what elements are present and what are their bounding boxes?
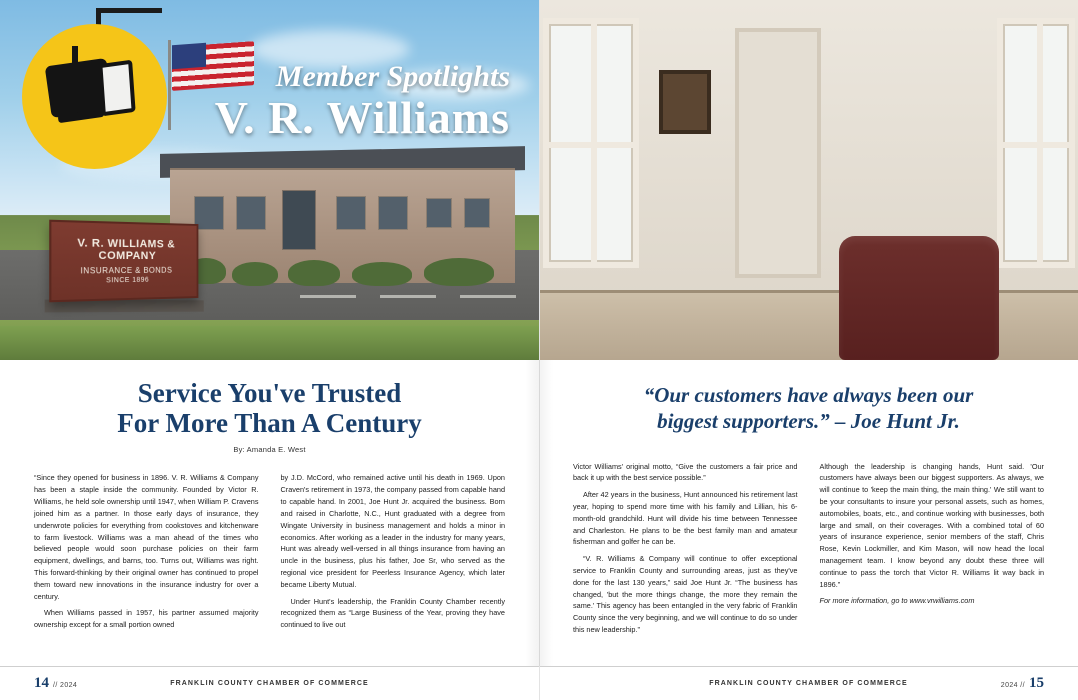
framed-picture [659,70,711,134]
building-photo [0,0,539,360]
pull-quote-line-2: biggest supporters.” – Joe Hunt Jr. [657,409,960,434]
left-article [0,360,539,700]
company-monument-sign [49,220,198,303]
leather-chair [839,236,999,360]
page-title [34,378,505,438]
window-mullion [549,142,633,148]
building-window [378,196,408,230]
shrub [352,262,412,286]
page-gutter-shadow [525,360,553,666]
building-window [194,196,224,230]
page-number: 15 [1029,675,1044,691]
paragraph: “V. R. Williams & Company will continue to offer exceptional service to Franklin County and surrounding areas, just as they've done for the last 130 years,” said Joe Hunt Jr. “The business has changed, 'but the more things change, the more they remain the same.' This agency has been entangled in the very fabric of Franklin County since the very beginning, and we will continue to do so under this new leadership.” [573,554,798,635]
team-photo [539,0,1078,360]
right-column-2 [820,461,1045,641]
hero-title: V. R. Williams [214,92,510,143]
shrub [424,258,494,286]
headline-line-1: Service You've Trusted [137,378,402,408]
parking-line [380,295,436,298]
shrub [288,260,340,286]
office-window [997,18,1075,268]
lawn-foreground [0,326,539,360]
right-article [539,360,1078,700]
page-year: // 2024 [53,682,78,689]
pull-quote-line-1: “Our customers have always been our [643,383,974,407]
page-year: 2024 // [1000,682,1025,689]
pull-quote [573,382,1044,435]
paragraph: When Williams passed in 1957, his partner assumed majority ownership except for a small portion owned [34,608,259,630]
right-column-1 [573,461,798,641]
page-number: 14 [34,675,49,691]
building-window [236,196,266,230]
office-window [543,18,639,268]
parking-line [460,295,516,298]
right-columns [573,461,1044,641]
hero-title-group [180,62,510,142]
left-column-1 [34,472,259,636]
paragraph: by J.D. McCord, who remained active until his death in 1969. Upon Craven's retirement in 1973, the company passed from capable hand to capable hand. In 2001, Joe Hunt Jr. acquired the business. Born and raised in Charlotte, N.C., Hunt graduated with a degree from Wingate University in business management and holds a minor in economics. After working as a leader in the industry for many years, Hunt was already well-versed in all things insurance from having an uncle in the business, plus his father, Joe Sr, who served as the regional vice president for Peerless Insurance Agency, which later became Liberty Mutual. [280,473,505,589]
byline: By: Amanda E. West [233,445,306,455]
footer-organization: FRANKLIN COUNTY CHAMBER OF COMMERCE [709,680,908,687]
building-window [336,196,366,230]
flag-pole [168,40,171,130]
parking-line [300,295,356,298]
footer-organization: FRANKLIN COUNTY CHAMBER OF COMMERCE [170,680,369,687]
shrub [232,262,278,286]
left-footer [0,666,539,700]
building-window [464,198,490,228]
office-door [735,28,821,278]
paragraph: After 42 years in the business, Hunt announced his retirement last year, hoping to spend more time with his family and Lillian, his 6-month-old grandchild. Hunt will divide his time between Tennessee and Charleston. He plans to be the best family man and amateur fisherman and golfer he can be. [573,490,798,547]
sign-line-3: SINCE 1896 [106,276,150,285]
headline-line-2: For More Than A Century [117,408,422,439]
building-window [426,198,452,228]
right-footer [539,666,1078,700]
right-page [539,0,1078,700]
paragraph: Although the leadership is changing hands, Hunt said. 'Our customers have always been our biggest supporters. As always, we will continue to 'keep the main thing, the main thing.' We still want to be your consultants to insure your personal assets, such as homes, automobiles, boats, etc., and continue working with businesses, both large and small, on their coverages. With a combined total of 60 years of insurance experience, senior members of the staff, Chris Rose, Kevin Lockmiller, and Kim Mason, will now head the local management team. I know beyond any doubt these three will continue to pass the torch that Victor R. Williams lit way back in 1896.” [819,461,1044,589]
left-columns [34,472,505,636]
sign-line-1: V. R. WILLIAMS & COMPANY [77,237,176,263]
left-column-2 [281,472,506,636]
lamp-arm [96,8,162,13]
building-entrance [282,190,316,250]
spotlight-icon-lens [98,60,135,117]
sign-line-2: INSURANCE & BONDS [80,265,173,276]
paragraph: Victor Williams' original motto, “Give the customers a fair price and back it up with the best service possible.” [573,461,798,483]
paragraph-website[interactable]: For more information, go to www.vrwilliams.com [819,596,975,606]
paragraph: “Since they opened for business in 1896. V. R. Williams & Company has been a staple inside the community. Founded by Victor R. Williams, he held sole ownership until 1947, when William P. Cravens joined him as a partner. In those early days of insurance, they underwrote policies for everything from cookstoves and kitchenware to farm livestock. Williams was a man ahead of the times who believed people would soon purchase policies on their farm equipment, dwellings, and barns, too. Turns out, Williams was right. This forward-thinking by their original owner has continued to propel them toward new innovations in the insurance industry for over a century. [34,473,259,601]
paragraph: Under Hunt's leadership, the Franklin County Chamber recently recognized them as “Large Business of the Year, proving they have continued to live out [280,596,505,630]
hero-kicker: Member Spotlights [275,60,510,93]
window-mullion [1003,142,1069,148]
